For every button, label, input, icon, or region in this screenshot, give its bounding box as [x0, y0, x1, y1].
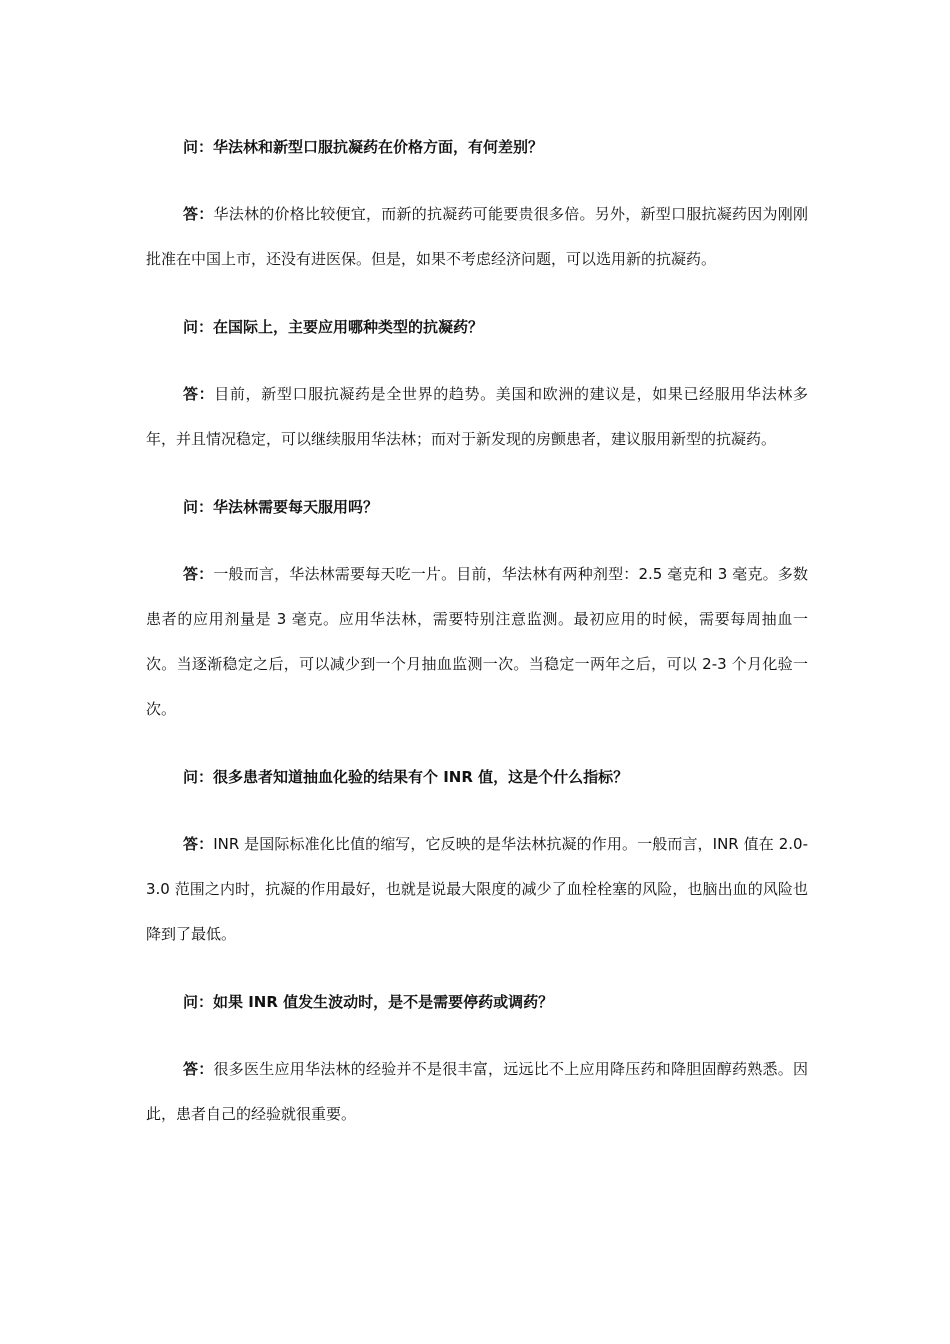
question-2: 问：在国际上，主要应用哪种类型的抗凝药？ [183, 318, 484, 336]
answer-4 [146, 822, 808, 957]
qa-block-1 [146, 124, 808, 282]
question-4: 问：很多患者知道抽血化验的结果有个 INR 值，这是个什么指标？ [183, 768, 629, 786]
answer-3 [146, 552, 808, 732]
answer-text: 很多医生应用华法林的经验并不是很丰富，远远比不上应用降压药和降胆固醇药熟悉。因此，患者自己的经验就很重要。 [146, 1060, 808, 1123]
answer-label: 答： [183, 205, 214, 223]
qa-block-3 [146, 484, 808, 732]
answer-text: 一般而言，华法林需要每天吃一片。目前，华法林有两种剂型：2.5 毫克和 3 毫克。多数患者的应用剂量是 3 毫克。应用华法林，需要特别注意监测。最初应用的时候，需要每周抽血一次。当逐渐稳定之后，可以减少到一个月抽血监测一次。当稳定一两年之后，可以 2-3 个月化验一次。 [146, 565, 808, 718]
answer-label: 答： [183, 385, 215, 403]
document-page [146, 124, 808, 1159]
question-1: 问：华法林和新型口服抗凝药在价格方面，有何差别？ [183, 138, 544, 156]
answer-text: INR 是国际标准化比值的缩写，它反映的是华法林抗凝的作用。一般而言，INR 值在 2.0-3.0 范围之内时，抗凝的作用最好，也就是说最大限度的减少了血栓栓塞的风险，也脑出血的风险也降到了最低。 [146, 835, 808, 943]
answer-5 [146, 1047, 808, 1137]
question-3: 问：华法林需要每天服用吗？ [183, 498, 379, 516]
qa-block-2 [146, 304, 808, 462]
answer-text: 目前，新型口服抗凝药是全世界的趋势。美国和欧洲的建议是，如果已经服用华法林多年，并且情况稳定，可以继续服用华法林；而对于新发现的房颤患者，建议服用新型的抗凝药。 [146, 385, 808, 448]
answer-label: 答： [183, 565, 214, 583]
answer-label: 答： [183, 1060, 214, 1078]
answer-text: 华法林的价格比较便宜，而新的抗凝药可能要贵很多倍。另外，新型口服抗凝药因为刚刚批准在中国上市，还没有进医保。但是，如果不考虑经济问题，可以选用新的抗凝药。 [146, 205, 808, 268]
qa-block-4 [146, 754, 808, 957]
question-5: 问：如果 INR 值发生波动时，是不是需要停药或调药？ [183, 993, 554, 1011]
answer-label: 答： [183, 835, 214, 853]
answer-2 [146, 372, 808, 462]
answer-1 [146, 192, 808, 282]
qa-block-5 [146, 979, 808, 1137]
